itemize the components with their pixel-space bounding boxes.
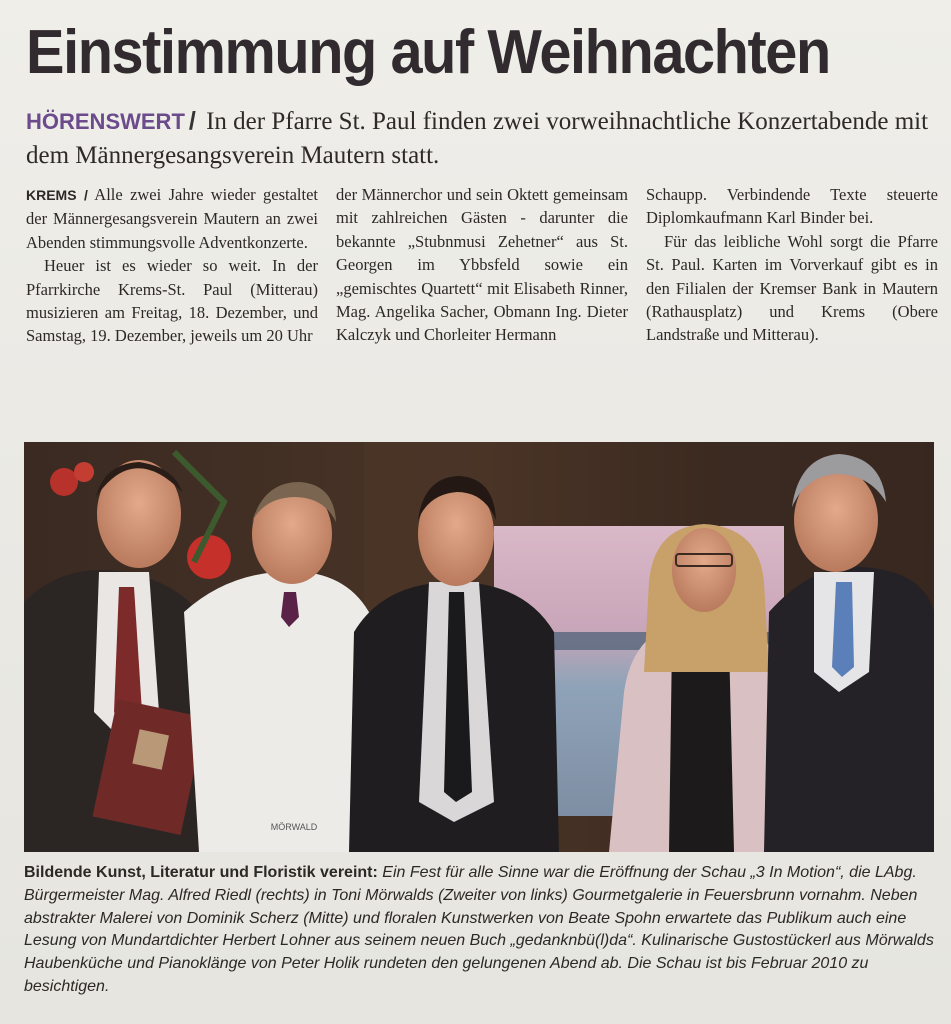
group-photo — [24, 442, 934, 852]
dateline: KREMS — [26, 187, 77, 203]
paragraph: der Männerchor und sein Oktett gemeinsam mit zahlreichen Gästen - darunter die bekannte „Stubnmusi Zehetner“ aus St. Georgen im Ybbsfeld sowie ein „gemischtes Quartett“ mit Elisabeth Rinner, Mag. Angelika Sacher, Obmann Ing. Dieter Kalczyk und Chorleiter Hermann — [336, 185, 628, 345]
kicker-tag: HÖRENSWERT — [26, 109, 185, 134]
kicker-slash: / — [188, 107, 196, 135]
caption-lead: Bildende Kunst, Literatur und Floristik vereint: — [24, 864, 378, 881]
jacket-text: MÖRWALD — [270, 822, 318, 832]
dateline-slash: / — [83, 187, 88, 203]
photo-illustration — [24, 442, 934, 852]
kicker-text: In der Pfarre St. Paul finden zwei vorweihnachtliche Konzertabende mit dem Männergesangsverein Mautern statt. — [26, 108, 929, 169]
caption-body: Ein Fest für alle Sinne war die Eröffnung der Schau „3 In Motion“, die LAbg. Bürgermeister Mag. Alfred Riedl (rechts) in Toni Mörwalds (Zweiter von links) Gourmetgalerie in Feuersbrunn vornahm. Neben abstrakter Malerei von Dominik Scherz (Mitte) und floralen Kunstwerken von Beate Spohn erwartete das Publikum auch eine Lesung von Mundartdichter Herbert Lohner aus seinem neuen Buch „gedanknbü(l)da“. Kulinarische Gustostückerl aus Mörwalds Haubenküche und Pianoklänge von Peter Holik rundeten den gelungenen Abend ab. Die Schau ist bis Februar 2010 zu besichtigen. — [24, 864, 934, 995]
photo-caption — [24, 862, 936, 999]
paragraph: Heuer ist es wieder so weit. In der Pfarrkirche Krems-St. Paul (Mitterau) musizieren am Freitag, 18. Dezember, und Samstag, 19. Dezember, jeweils um 20 Uhr — [26, 256, 318, 346]
kicker — [26, 104, 936, 173]
paragraph: Schaupp. Verbindende Texte steuerte Diplomkaufmann Karl Binder bei. — [646, 185, 938, 228]
headline: Einstimmung auf Weihnachten — [26, 18, 830, 87]
article-column-2 — [336, 183, 628, 347]
paragraph: Für das leibliche Wohl sorgt die Pfarre St. Paul. Karten im Vorverkauf gibt es in den Filialen der Kremser Bank in Mautern (Rathausplatz) und Krems (Obere Landstraße und Mitterau). — [646, 231, 938, 345]
article-column-3 — [646, 183, 938, 347]
article-column-1 — [26, 183, 318, 348]
article-body — [26, 183, 938, 418]
paragraph: Alle zwei Jahre wieder gestaltet der Männergesangsverein Mautern an zwei Abenden stimmungsvolle Adventkonzerte. — [26, 185, 319, 252]
